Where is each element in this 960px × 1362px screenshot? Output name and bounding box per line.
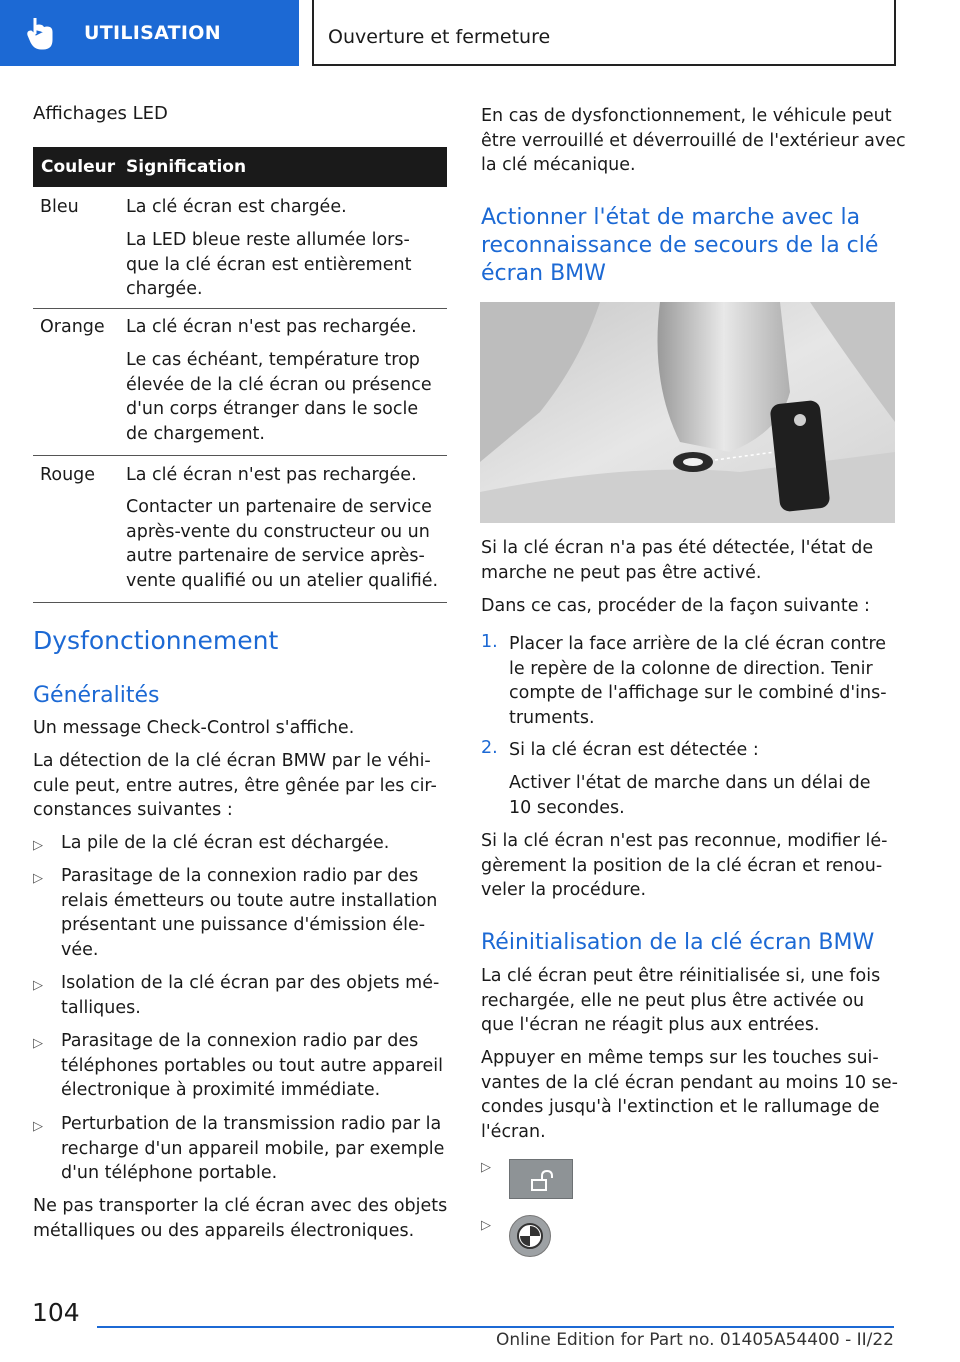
chapter-title: Ouverture et fermeture xyxy=(328,26,551,48)
paragraph: Dans ce cas, procéder de la façon suivante : xyxy=(481,596,870,616)
led-row-line: La clé écran n'est pas rechargée. xyxy=(126,317,417,337)
triangle-bullet-icon: ▷ xyxy=(33,871,43,886)
bmw-logo-key-icon xyxy=(509,1215,551,1257)
paragraph: Appuyer en même temps sur les touches sui- vantes de la clé écran pendant au moins 10 se- condes jusqu'à l'extinction et le rallumage de l'écran. xyxy=(481,1048,898,1142)
step-text: Placer la face arrière de la clé écran contre le repère de la colonne de direction. Tenir compte de l'affichage sur le combiné d'ins- truments. xyxy=(509,634,887,728)
list-item: Parasitage de la connexion radio par des relais émetteurs ou toute autre installation présentant une puissance d'émission éle- vée. xyxy=(61,866,438,960)
paragraph: La détection de la clé écran BMW par le véhi- cule peut, entre autres, être gênée par les cir- constances suivantes : xyxy=(33,751,437,820)
triangle-bullet-icon: ▷ xyxy=(481,1160,491,1175)
triangle-bullet-icon: ▷ xyxy=(33,838,43,853)
led-row-detail: Le cas échéant, température trop élevée de la clé écran ou présence d'un corps étranger dans le socle de chargement. xyxy=(126,350,432,444)
led-row-detail: Contacter un partenaire de service après-vente du constructeur ou un autre partenaire de service après- vente qualifié ou un atelier qualifié. xyxy=(126,497,439,591)
triangle-bullet-icon: ▷ xyxy=(33,1119,43,1134)
led-row-line: La clé écran n'est pas rechargée. xyxy=(126,465,417,485)
footer-rule xyxy=(97,1326,894,1328)
step-number: 2. xyxy=(481,738,498,758)
paragraph: Si la clé écran n'a pas été détectée, l'état de marche ne peut pas être activé. xyxy=(481,538,874,583)
row-divider xyxy=(33,455,447,456)
section-title: UTILISATION xyxy=(84,22,221,44)
led-title: Affichages LED xyxy=(33,103,168,124)
led-row-color: Bleu xyxy=(40,197,79,217)
footer-edition: Online Edition for Part no. 01405A54400 - II/22 xyxy=(495,1330,894,1350)
row-divider xyxy=(33,602,447,603)
led-row-color: Orange xyxy=(40,317,105,337)
col-meaning-header: Signification xyxy=(126,157,247,177)
led-row-detail: La LED bleue reste allumée lors- que la clé écran est entièrement chargée. xyxy=(126,230,412,299)
chapter-box xyxy=(312,0,896,66)
step-text: Si la clé écran est détectée : xyxy=(509,740,759,760)
list-item: Isolation de la clé écran par des objets mé- talliques. xyxy=(61,973,440,1018)
section-tab xyxy=(0,0,299,66)
paragraph: Si la clé écran n'est pas reconnue, modifier lé- gèrement la position de la clé écran et renou- veler la procédure. xyxy=(481,831,888,900)
hand-pointer-icon xyxy=(22,13,62,53)
heading-reinitialisation: Réinitialisation de la clé écran BMW xyxy=(481,930,875,955)
page-number: 104 xyxy=(32,1298,80,1327)
unlock-key-button-icon xyxy=(509,1159,573,1199)
paragraph: La clé écran peut être réinitialisée si, une fois rechargée, elle ne peut plus être activée ou que l'écran ne réagit plus aux entrées. xyxy=(481,966,881,1035)
list-item: La pile de la clé écran est déchargée. xyxy=(61,833,390,853)
col-color-header: Couleur xyxy=(41,157,116,177)
step-number: 1. xyxy=(481,632,498,652)
triangle-bullet-icon: ▷ xyxy=(33,1036,43,1051)
paragraph: Ne pas transporter la clé écran avec des objets métalliques ou des appareils électroniques. xyxy=(33,1196,448,1241)
heading-generalites: Généralités xyxy=(33,683,160,708)
heading-dysfonctionnement: Dysfonctionnement xyxy=(33,626,279,655)
paragraph: Un message Check-Control s'affiche. xyxy=(33,718,355,738)
triangle-bullet-icon: ▷ xyxy=(481,1218,491,1233)
list-item: Parasitage de la connexion radio par des téléphones portables ou tout autre appareil électronique à proximité immédiate. xyxy=(61,1031,443,1100)
triangle-bullet-icon: ▷ xyxy=(33,978,43,993)
list-item: Perturbation de la transmission radio par la recharge d'un appareil mobile, par exemple d'un téléphone portable. xyxy=(61,1114,445,1183)
led-row-color: Rouge xyxy=(40,465,96,485)
step-detail: Activer l'état de marche dans un délai de 10 secondes. xyxy=(509,773,871,818)
row-divider xyxy=(33,308,447,309)
heading-etat-marche: Actionner l'état de marche avec la reconnaissance de secours de la clé écran BMW xyxy=(481,205,879,286)
steering-column-photo xyxy=(480,302,895,523)
led-table-header xyxy=(33,147,447,187)
led-row-line: La clé écran est chargée. xyxy=(126,197,347,217)
paragraph: En cas de dysfonctionnement, le véhicule peut être verrouillé et déverrouillé de l'extérieur avec la clé mécanique. xyxy=(481,106,906,175)
